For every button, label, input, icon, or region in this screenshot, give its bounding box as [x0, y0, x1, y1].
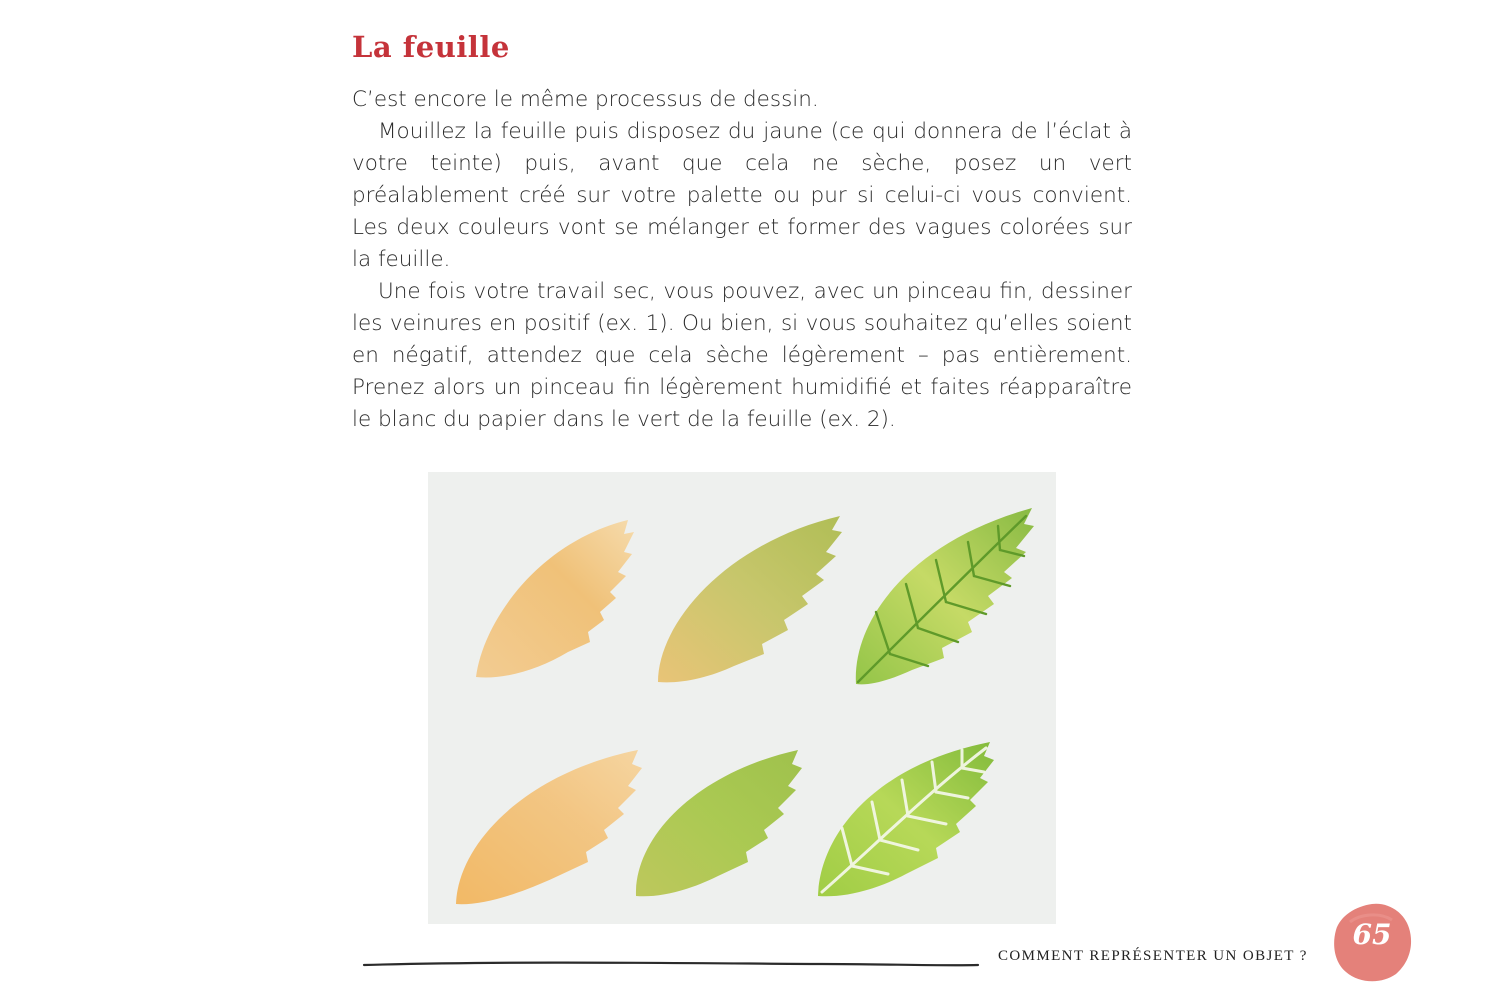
leaves-canvas	[428, 472, 1056, 924]
footer-chapter-label: COMMENT REPRÉSENTER UN OBJET ?	[998, 948, 1308, 964]
paragraph-veins: Une fois votre travail sec, vous pouvez, avec un pinceau fin, dessiner les veinures en positif (ex. 1). Ou bien, si vous souhaitez qu’elles soient en négatif, attendez que cela sèche légèrement – pas entièrement. Prenez alors un pinceau fin légèrement humidifié et faites réapparaître le blanc du papier dans le vert de la feuille (ex. 2).	[352, 279, 1132, 432]
watercolor-leaves-illustration	[428, 472, 1056, 924]
page-number: 65	[1352, 918, 1392, 951]
footer-rule	[362, 958, 982, 970]
paragraph-intro: C’est encore le même processus de dessin.	[352, 87, 819, 112]
paragraph-technique: Mouillez la feuille puis disposez du jaune (ce qui donnera de l’éclat à votre teinte) puis, avant que cela ne sèche, posez un vert préalablement créé sur votre palette ou pur si celui-ci vous convient. Les deux couleurs vont se mélanger et former des vagues colorées sur la feuille.	[352, 119, 1132, 272]
body-text	[352, 84, 1132, 436]
section-title: La feuille	[352, 30, 510, 64]
